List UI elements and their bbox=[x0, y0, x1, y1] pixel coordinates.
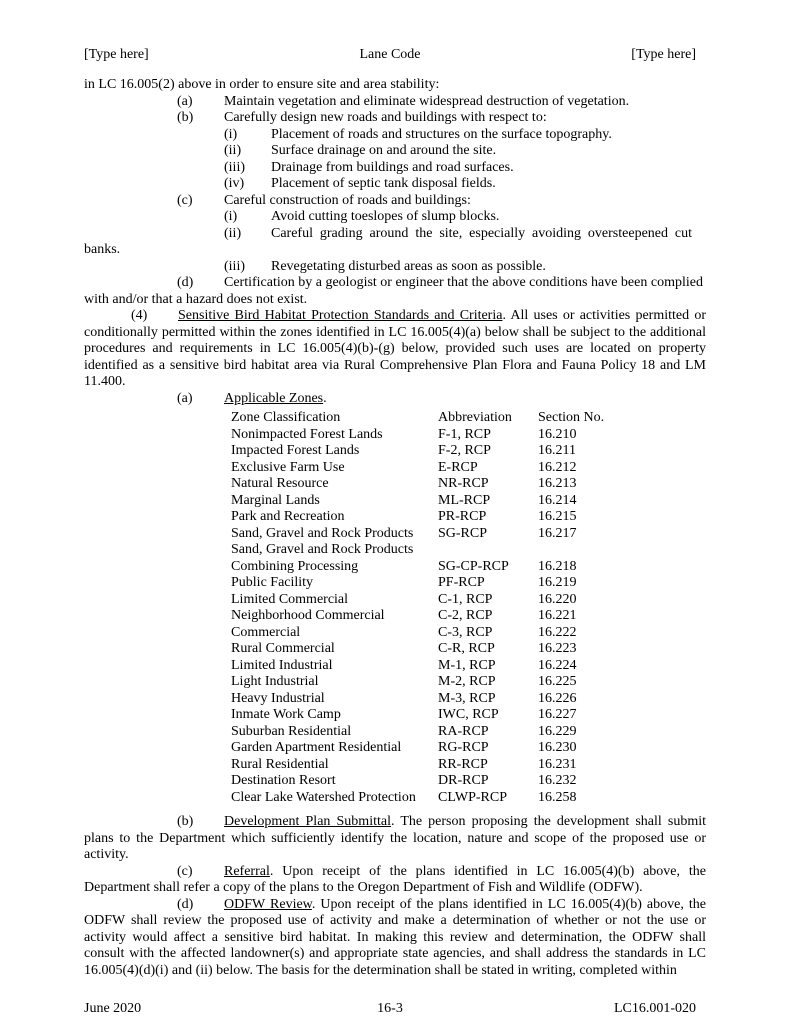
item-b-ii: (ii) Surface drainage on and around the site. bbox=[224, 143, 497, 158]
zone-row bbox=[231, 625, 618, 642]
item-c: (c) Careful construction of roads and buildings: bbox=[177, 192, 471, 208]
zone-abbreviation: RG-RCP bbox=[438, 740, 489, 755]
header-center: Lane Code bbox=[359, 47, 421, 62]
zones-table bbox=[231, 410, 618, 806]
zone-row bbox=[231, 559, 618, 576]
zone-classification: Park and Recreation bbox=[231, 509, 345, 524]
zone-section: 16.218 bbox=[538, 558, 577, 574]
zone-section: 16.213 bbox=[538, 476, 577, 491]
zone-classification: Limited Commercial bbox=[231, 591, 349, 607]
zone-row bbox=[231, 691, 618, 708]
zone-row bbox=[231, 493, 618, 510]
zone-row bbox=[231, 740, 618, 757]
section-4a: (a) Applicable Zones. bbox=[177, 390, 327, 406]
item-c-i: (i) Avoid cutting toeslopes of slump blocks. bbox=[224, 209, 500, 224]
zone-section: 16.225 bbox=[538, 674, 577, 689]
footer-date: June 2020 bbox=[84, 1001, 142, 1016]
zone-row bbox=[231, 542, 618, 559]
section-4c: (c) Referral. Upon receipt of the plans identified in LC 16.005(4)(b) above, the Department shall refer a copy of the plans to the Oregon Department of Fish and Wildlife (ODFW). bbox=[84, 863, 706, 895]
zone-section: 16.223 bbox=[538, 641, 577, 656]
zone-abbreviation: M-1, RCP bbox=[438, 657, 496, 673]
item-a: (a) Maintain vegetation and eliminate widespread destruction of vegetation. bbox=[177, 93, 630, 109]
page-header bbox=[84, 47, 696, 65]
zone-row bbox=[231, 608, 618, 625]
zone-row bbox=[231, 790, 618, 807]
zone-row bbox=[231, 641, 618, 658]
zone-abbreviation: F-1, RCP bbox=[438, 426, 491, 442]
zone-row bbox=[231, 674, 618, 691]
zone-section: 16.211 bbox=[538, 443, 576, 458]
zone-abbreviation bbox=[438, 542, 538, 559]
item-b-iv: (iv) Placement of septic tank disposal fields. bbox=[224, 176, 496, 191]
header-section: Section No. bbox=[538, 410, 605, 425]
zone-classification: Neighborhood Commercial bbox=[231, 608, 385, 623]
zone-row bbox=[231, 707, 618, 724]
zone-abbreviation: C-2, RCP bbox=[438, 608, 493, 623]
zone-abbreviation: C-1, RCP bbox=[438, 591, 493, 607]
zone-abbreviation: PR-RCP bbox=[438, 509, 487, 524]
zone-section: 16.221 bbox=[538, 608, 577, 623]
zone-classification: Impacted Forest Lands bbox=[231, 443, 360, 458]
zone-section: 16.219 bbox=[538, 575, 577, 590]
zone-abbreviation: RA-RCP bbox=[438, 723, 489, 739]
zone-abbreviation: PF-RCP bbox=[438, 575, 485, 590]
item-b-iii: (iii) Drainage from buildings and road surfaces. bbox=[224, 159, 514, 175]
zone-classification: Sand, Gravel and Rock Products bbox=[231, 542, 414, 557]
zone-row bbox=[231, 476, 618, 493]
zone-abbreviation: NR-RCP bbox=[438, 476, 489, 491]
intro-line: in LC 16.005(2) above in order to ensure site and area stability: bbox=[84, 77, 440, 92]
section-4b: (b) Development Plan Submittal. The person proposing the development shall submit plans to the Department which sufficiently identify the location, nature and scope of the proposed use or activity. bbox=[84, 814, 706, 862]
zone-classification: Limited Industrial bbox=[231, 657, 333, 673]
zone-row bbox=[231, 526, 618, 543]
zone-row bbox=[231, 773, 618, 790]
zone-abbreviation: ML-RCP bbox=[438, 492, 491, 508]
zone-abbreviation: SG-CP-RCP bbox=[438, 558, 509, 574]
document-body bbox=[84, 77, 706, 979]
zone-section: 16.229 bbox=[538, 723, 577, 739]
item-d: (d) Certification by a geologist or engineer that the above conditions have been complied bbox=[177, 275, 703, 290]
zone-section: 16.212 bbox=[538, 459, 577, 475]
header-abbr: Abbreviation bbox=[438, 410, 512, 425]
zone-classification: Marginal Lands bbox=[231, 492, 320, 508]
item-c-ii: (ii) Careful grading around the site, especially avoiding oversteepened cut bbox=[224, 225, 693, 241]
item-b: (b) Carefully design new roads and buildings with respect to: bbox=[177, 110, 547, 125]
zone-abbreviation: F-2, RCP bbox=[438, 443, 491, 458]
zone-section: 16.217 bbox=[538, 525, 577, 541]
zone-classification: Rural Residential bbox=[231, 756, 329, 772]
zone-classification: Sand, Gravel and Rock Products bbox=[231, 525, 414, 541]
zone-abbreviation: M-2, RCP bbox=[438, 674, 496, 689]
zone-classification: Suburban Residential bbox=[231, 723, 352, 739]
zones-header-row bbox=[231, 410, 618, 427]
zone-section: 16.224 bbox=[538, 657, 577, 673]
zone-row bbox=[231, 724, 618, 741]
section-4: (4) Sensitive Bird Habitat Protection Standards and Criteria. All uses or activities permitted or conditionally permitted within the zones identified in LC 16.005(4)(a) below shall be subject to the additional procedures and requirements in LC 16.005(4)(b)-(g) below, provided such uses are located on property identified as a sensitive bird habitat area via Rural Comprehensive Plan Flora and Fauna Policy 18 and LM 11.400. bbox=[84, 308, 706, 389]
page-footer bbox=[84, 1001, 696, 1019]
zone-row bbox=[231, 757, 618, 774]
zone-abbreviation: IWC, RCP bbox=[438, 707, 499, 722]
zone-abbreviation: CLWP-RCP bbox=[438, 789, 507, 805]
zone-row bbox=[231, 592, 618, 609]
zone-section: 16.231 bbox=[538, 756, 577, 772]
zone-section: 16.227 bbox=[538, 707, 577, 722]
zone-row bbox=[231, 658, 618, 675]
zone-classification: Exclusive Farm Use bbox=[231, 459, 345, 475]
zone-section: 16.230 bbox=[538, 740, 577, 755]
zone-section: 16.220 bbox=[538, 591, 577, 607]
zone-section: 16.232 bbox=[538, 773, 577, 788]
zone-abbreviation: SG-RCP bbox=[438, 525, 488, 541]
zone-classification: Natural Resource bbox=[231, 476, 329, 491]
footer-code: LC16.001-020 bbox=[613, 1001, 696, 1016]
zone-section: 16.215 bbox=[538, 509, 577, 524]
zone-row bbox=[231, 427, 618, 444]
header-right: [Type here] bbox=[631, 47, 696, 62]
zone-abbreviation: RR-RCP bbox=[438, 756, 488, 772]
zone-section: 16.226 bbox=[538, 690, 577, 706]
zone-section: 16.258 bbox=[538, 789, 577, 805]
header-left: [Type here] bbox=[84, 47, 149, 62]
item-c-iii: (iii) Revegetating disturbed areas as soon as possible. bbox=[224, 258, 546, 274]
zone-section: 16.210 bbox=[538, 426, 577, 442]
footer-page-number: 16-3 bbox=[377, 1001, 403, 1016]
header-zone: Zone Classification bbox=[231, 410, 341, 425]
zone-abbreviation: E-RCP bbox=[438, 459, 478, 475]
zone-classification: Garden Apartment Residential bbox=[231, 740, 402, 755]
zone-row bbox=[231, 443, 618, 460]
section-4d: (d) ODFW Review. Upon receipt of the plans identified in LC 16.005(4)(b) above, the ODFW shall review the proposed use of activity and make a determination of whether or not the use or activity would affect a sensitive bird habitat. In making this review and determination, the ODFW shall consult with the affected landowner(s) and appropriate state agencies, and shall address the standards in LC 16.005(4)(d)(i) and (ii) below. The basis for the determination shall be stated in writing, completed within bbox=[84, 896, 706, 978]
zone-classification: Light Industrial bbox=[231, 674, 319, 689]
zone-classification: Heavy Industrial bbox=[231, 690, 325, 706]
zone-classification: Rural Commercial bbox=[231, 641, 335, 656]
zone-classification: Nonimpacted Forest Lands bbox=[231, 426, 383, 442]
zone-abbreviation: C-R, RCP bbox=[438, 641, 495, 656]
zone-classification: Clear Lake Watershed Protection bbox=[231, 789, 416, 805]
zone-classification: Inmate Work Camp bbox=[231, 707, 341, 722]
zone-abbreviation: M-3, RCP bbox=[438, 690, 496, 706]
zone-section: 16.222 bbox=[538, 624, 577, 640]
zone-abbreviation: DR-RCP bbox=[438, 773, 489, 788]
item-c-ii-cont: banks. bbox=[84, 242, 121, 257]
zone-row bbox=[231, 509, 618, 526]
zone-section: 16.214 bbox=[538, 492, 577, 508]
zone-classification: Combining Processing bbox=[231, 558, 359, 574]
zone-abbreviation: C-3, RCP bbox=[438, 624, 493, 640]
item-b-i: (i) Placement of roads and structures on the surface topography. bbox=[224, 126, 612, 142]
zone-classification: Destination Resort bbox=[231, 773, 336, 788]
zone-classification: Commercial bbox=[231, 624, 301, 640]
zone-row bbox=[231, 460, 618, 477]
item-d-cont: with and/or that a hazard does not exist. bbox=[84, 291, 308, 307]
zone-section bbox=[538, 542, 618, 559]
zone-classification: Public Facility bbox=[231, 575, 314, 590]
zone-row bbox=[231, 575, 618, 592]
